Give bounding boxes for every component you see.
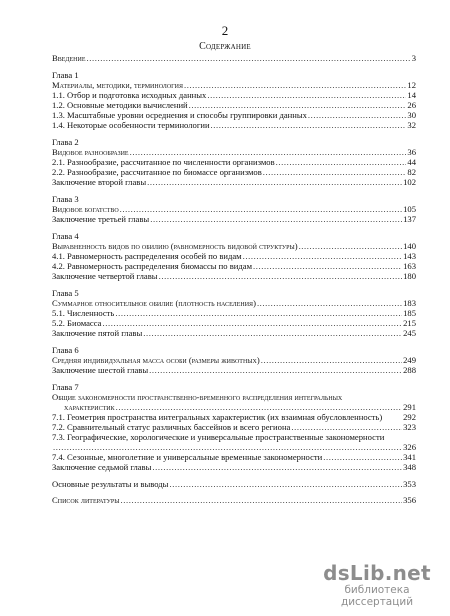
toc-entry-page: 348	[403, 462, 416, 472]
toc-intro	[52, 53, 416, 63]
toc-entry	[52, 479, 416, 489]
toc-entry	[52, 80, 416, 90]
toc-entry-page: 30	[407, 110, 416, 120]
toc-entry-text: 5.1. Численность	[52, 308, 115, 318]
watermark-logo: dsLib.net	[323, 561, 431, 585]
toc-entry-page: 44	[407, 157, 416, 167]
toc-entry-text: 1.4. Некоторые особенности терминологии	[52, 120, 210, 130]
leader-dots	[308, 110, 406, 120]
toc-entry-page: 185	[403, 308, 416, 318]
toc-results	[52, 479, 416, 489]
toc-entry-page: 292	[403, 412, 416, 422]
toc-entry-text: Основные результаты и выводы	[52, 479, 169, 489]
chapter-heading: Глава 3	[52, 194, 79, 204]
leader-dots	[120, 495, 402, 505]
toc-entry-page: 341	[403, 452, 416, 462]
toc-entry-text: 7.4. Сезонные, многолетние и универсальные временные закономерности	[52, 452, 323, 462]
toc-chapter	[52, 382, 416, 472]
leader-dots	[120, 204, 402, 214]
toc-entry-page: 82	[407, 167, 416, 177]
toc-entry	[52, 214, 416, 224]
leader-dots	[243, 251, 403, 261]
toc-entry-text: Введение	[52, 53, 86, 63]
toc-entry-page: 183	[403, 298, 416, 308]
toc-entry-page: 3	[411, 53, 416, 63]
toc-entry	[52, 120, 416, 130]
toc-entry	[52, 204, 416, 214]
toc-entry	[52, 495, 416, 505]
toc-entry-text: Материалы, методики, терминология	[52, 80, 183, 90]
leader-dots	[152, 462, 402, 472]
toc-entry	[52, 328, 416, 338]
toc-entry	[52, 53, 416, 63]
toc-entry-text: 4.2. Равномерность распределения биомассы по видам	[52, 261, 253, 271]
toc-entry	[52, 298, 416, 308]
toc-entry-text: Выравненность видов по обилию (равномерность видовой структуры)	[52, 241, 298, 251]
leader-dots	[102, 318, 402, 328]
leader-dots	[189, 100, 407, 110]
toc-entry	[52, 432, 416, 442]
leader-dots	[150, 214, 402, 224]
leader-dots	[263, 167, 407, 177]
toc-entry-page: 137	[403, 214, 416, 224]
toc-entry-page: 105	[403, 204, 416, 214]
toc-entry	[52, 422, 416, 432]
page-number: 2	[221, 23, 229, 38]
leader-dots	[130, 147, 407, 157]
chapter-heading: Глава 1	[52, 70, 79, 80]
leader-dots	[261, 355, 402, 365]
toc-entry-text: Видовое богатство	[52, 204, 119, 214]
leader-dots	[159, 271, 403, 281]
toc-entry	[52, 365, 416, 375]
toc-entry-text: 2.1. Разнообразие, рассчитанное по численности организмов	[52, 157, 275, 167]
toc-entry	[52, 157, 416, 167]
watermark	[314, 562, 440, 608]
toc-entry	[52, 442, 416, 452]
toc-entry-text: Суммарное относительное обилие (плотность населения)	[52, 298, 256, 308]
toc-entry-page: 163	[403, 261, 416, 271]
chapter-heading: Глава 4	[52, 231, 79, 241]
toc-entry	[52, 90, 416, 100]
toc-entry-text: 7.3. Географические, хорологические и универсальные пространственные закономерности	[52, 432, 385, 442]
leader-dots	[207, 90, 406, 100]
leader-dots	[299, 241, 403, 251]
chapter-heading: Глава 6	[52, 345, 79, 355]
toc-entry-text: характеристик	[64, 402, 115, 412]
leader-dots	[169, 479, 402, 489]
leader-dots	[87, 53, 411, 63]
toc-entry-text: Заключение шестой главы	[52, 365, 149, 375]
toc-entry-page: 143	[403, 251, 416, 261]
toc-entry	[52, 110, 416, 120]
toc-entry-page: 32	[407, 120, 416, 130]
toc-chapter	[52, 345, 416, 375]
toc-chapter	[52, 137, 416, 187]
toc-entry	[52, 402, 416, 412]
toc-entry-page: 323	[403, 422, 416, 432]
toc-entry-page: 180	[403, 271, 416, 281]
toc-entry-page: 12	[407, 80, 416, 90]
toc-entry-text: Заключение второй главы	[52, 177, 147, 187]
toc-entry-text: 5.2. Биомасса	[52, 318, 102, 328]
toc-entry-page: 291	[403, 402, 416, 412]
toc-entry-page: 326	[403, 442, 416, 452]
leader-dots	[276, 157, 407, 167]
watermark-subtitle: библиотека диссертаций	[340, 584, 414, 608]
toc-entry	[52, 412, 416, 422]
leader-dots	[291, 422, 402, 432]
toc-entry	[52, 355, 416, 365]
toc-entry-text: 2.2. Разнообразие, рассчитанное по биомассе организмов	[52, 167, 262, 177]
toc-entry-page: 249	[403, 355, 416, 365]
leader-dots	[253, 261, 402, 271]
toc-entry-text: Заключение третьей главы	[52, 214, 150, 224]
toc-entry-text: Видовое разнообразие	[52, 147, 129, 157]
toc-entry	[52, 271, 416, 281]
toc-entry-text: Заключение седьмой главы	[52, 462, 152, 472]
leader-dots	[116, 402, 403, 412]
toc-chapter	[52, 70, 416, 130]
toc-entry-page: 356	[403, 495, 416, 505]
toc-entry	[52, 462, 416, 472]
toc-entry	[52, 261, 416, 271]
toc-entry-text: Заключение пятой главы	[52, 328, 143, 338]
toc-chapter	[52, 194, 416, 224]
toc-entry	[52, 452, 416, 462]
toc-entry-text: Заключение четвертой главы	[52, 271, 158, 281]
chapter-heading: Глава 5	[52, 288, 79, 298]
leader-dots	[323, 452, 402, 462]
toc-entry	[52, 251, 416, 261]
leader-dots	[147, 177, 402, 187]
toc-entry-page: 14	[407, 90, 416, 100]
toc-entry-text: 4.1. Равномерность распределения особей по видам	[52, 251, 242, 261]
toc-entry-page: 36	[407, 147, 416, 157]
chapter-heading: Глава 7	[52, 382, 79, 392]
toc-entry	[52, 100, 416, 110]
leader-dots	[184, 80, 406, 90]
toc-chapter	[52, 231, 416, 281]
toc-entry	[52, 177, 416, 187]
leader-dots	[53, 442, 402, 452]
toc-entry-text: 1.3. Масштабные уровни осреднения и способы группировки данных	[52, 110, 307, 120]
toc-entry-page: 353	[403, 479, 416, 489]
toc-entry	[52, 147, 416, 157]
toc-entry-page: 245	[403, 328, 416, 338]
toc-entry-page: 26	[407, 100, 416, 110]
toc-entry-text: Общие закономерности пространственно-временного распределения интегральных	[52, 392, 343, 402]
toc-entry-page: 102	[403, 177, 416, 187]
toc-references	[52, 495, 416, 505]
leader-dots	[211, 120, 407, 130]
leader-dots	[115, 308, 402, 318]
toc-entry	[52, 167, 416, 177]
chapter-heading: Глава 2	[52, 137, 79, 147]
toc-entry-page: 140	[403, 241, 416, 251]
toc-entry	[52, 318, 416, 328]
toc-entry-text: 1.1. Отбор и подготовка исходных данных	[52, 90, 207, 100]
toc-entry-text: 1.2. Основные методики вычислений	[52, 100, 188, 110]
leader-dots	[149, 365, 402, 375]
table-of-contents	[52, 53, 416, 505]
leader-dots	[143, 328, 402, 338]
toc-entry-text: 7.2. Сравнительный статус различных бассейнов и всего региона	[52, 422, 291, 432]
toc-entry-text: 7.1. Геометрия пространства интегральных характеристик (их взаимная обусловленность)	[52, 412, 383, 422]
toc-entry	[52, 241, 416, 251]
toc-entry-page: 288	[403, 365, 416, 375]
toc-entry-page: 215	[403, 318, 416, 328]
toc-entry-text: Средняя индивидуальная масса особи (размеры животных)	[52, 355, 260, 365]
toc-title: Содержание	[199, 41, 251, 52]
toc-chapters	[52, 70, 416, 472]
leader-dots	[257, 298, 402, 308]
toc-entry	[52, 308, 416, 318]
toc-entry	[52, 392, 416, 402]
toc-entry-text: Список литературы	[52, 495, 120, 505]
toc-chapter	[52, 288, 416, 338]
